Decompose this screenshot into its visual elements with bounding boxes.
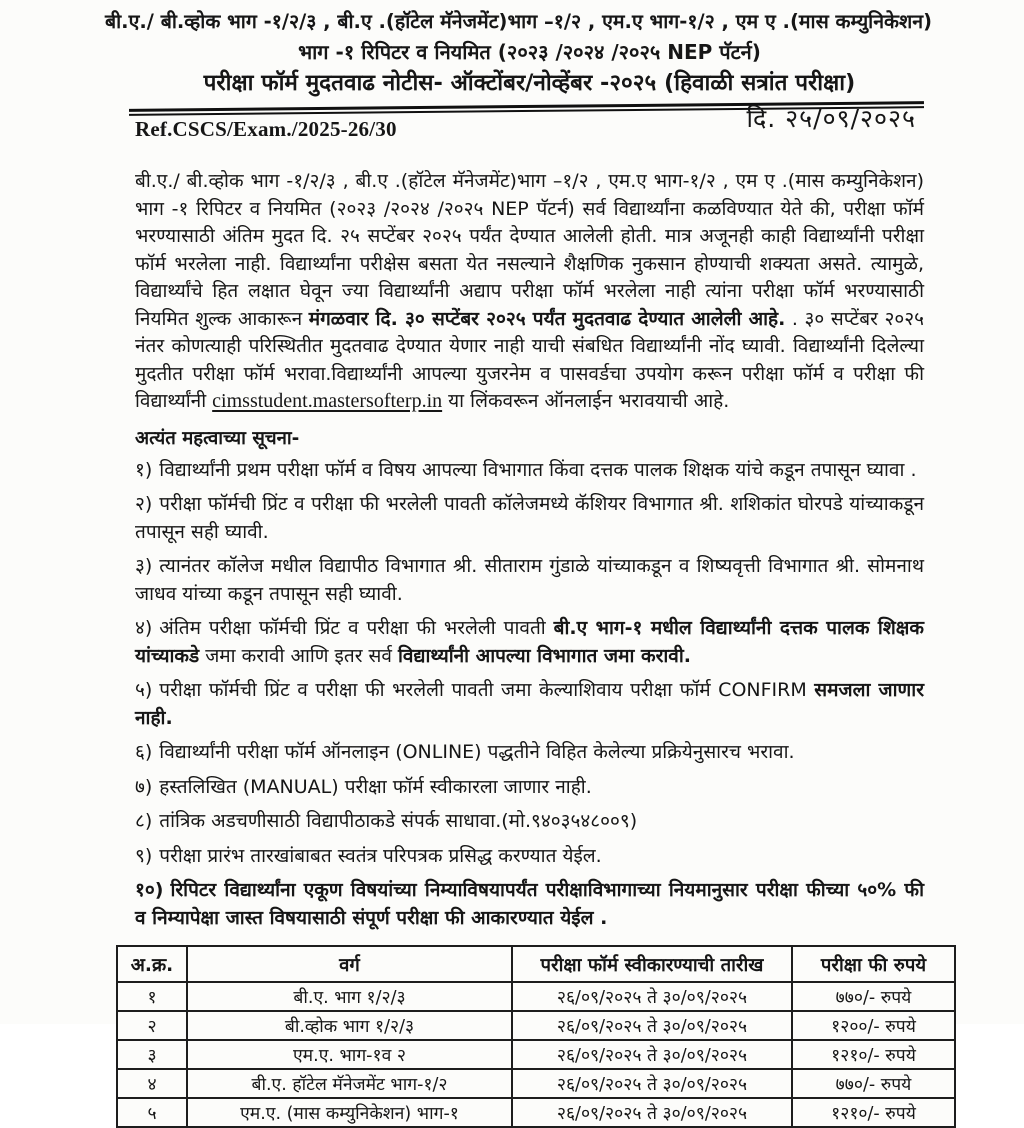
cell-date-range: २६/०९/२०२५ ते ३०/०९/२०२५ (512, 1040, 792, 1069)
fees-table (116, 945, 956, 1128)
note-text: विद्यार्थ्यांनी परीक्षा फॉर्म ऑनलाइन (ONLINE) पद्धतीने विहित केलेल्या प्रक्रियेनुसारच भरावा. (159, 741, 795, 763)
cell-date-range: २६/०९/२०२५ ते ३०/०९/२०२५ (512, 1011, 792, 1040)
note-number: ८) (135, 810, 153, 832)
important-notes-heading: अत्यंत महत्वाच्या सूचना- (135, 427, 300, 449)
note-item-8 (135, 808, 924, 836)
cell-class: बी.व्होक भाग १/२/३ (187, 1011, 512, 1040)
intro-paragraph (135, 168, 924, 416)
note-bold-text: बी.ए भाग-१ मधील विद्यार्थ्यांनी दत्तक पालक शिक्षक यांच्याकडे (135, 617, 924, 667)
note-text: विद्यार्थ्यांनी प्रथम परीक्षा फॉर्म व विषय आपल्या विभागात किंवा दत्तक पालक शिक्षक यांचे कडून तपासून घ्यावा . (159, 458, 917, 481)
note-item-4 (135, 615, 924, 670)
note-item-7 (135, 774, 924, 802)
reference-number: Ref.CSCS/Exam./2025-26/30 (135, 117, 397, 141)
table-header-row (117, 946, 955, 982)
note-number: ५) (135, 679, 153, 701)
intro-text-3: या लिंकवरून ऑनलाईन भरावयाची आहे. (442, 390, 730, 412)
table-row (117, 1069, 955, 1098)
header-cell-date-range: परीक्षा फॉर्म स्वीकारण्याची तारीख (512, 946, 792, 982)
table-row (117, 1011, 955, 1040)
document-content (105, 0, 933, 1128)
cell-date-range: २६/०९/२०२५ ते ३०/०९/२०२५ (512, 982, 792, 1011)
table-row (117, 982, 955, 1011)
intro-text-2: . ३० सप्टेंबर २०२५ नंतर कोणत्याही परिस्थितीत मुदतवाढ देण्यात येणार नाही याची संबधित विद्यार्थ्यांनी नोंद घ्यावी. विद्यार्थ्यांनी दिलेल्या मुदतीत परीक्षा फॉर्म भरावा.विद्यार्थ्यांनी आपल्या युजरनेम व पासवर्डचा उपयोग करून परीक्षा फॉर्म व परीक्षा फी विद्यार्थ्यांनी (135, 307, 924, 412)
note-item-3 (135, 553, 924, 608)
cell-class: एम.ए. भाग-१व २ (187, 1040, 512, 1069)
table-row-clipped (117, 1098, 955, 1127)
cell-date-range: २६/०९/२०२५ ते ३०/०९/२०२५ (512, 1069, 792, 1098)
note-item-9 (135, 843, 924, 871)
note-number: ६) (135, 741, 153, 763)
cell-class: बी.ए. भाग १/२/३ (187, 982, 512, 1011)
cell-serial: १ (117, 982, 187, 1011)
cell-serial: २ (117, 1011, 187, 1040)
note-item-5 (135, 677, 924, 732)
note-text: त्यानंतर कॉलेज मधील विद्यापीठ विभागात श्री. सीताराम गुंडाळे यांच्याकडून व शिष्यवृत्ती विभागात श्री. सोमनाथ जाधव यांच्या कडून तपासून सही घ्यावी. (135, 555, 924, 605)
cell-fee: १२१०/- रुपये (792, 1098, 955, 1127)
cell-fee: १२००/- रुपये (792, 1011, 955, 1040)
note-number: ३) (135, 555, 153, 577)
notice-title-line-2: भाग -१ रिपिटर व नियमित (२०२३ /२०२४ /२०२५ NEP पॅटर्न) (298, 40, 761, 64)
note-number: १) (135, 458, 153, 481)
cell-class: एम.ए. (मास कम्युनिकेशन) भाग-१ (187, 1098, 512, 1127)
cell-serial: ३ (117, 1040, 187, 1069)
note-text: परीक्षा फॉर्मची प्रिंट व परीक्षा फी भरलेली पावती कॉलेजमध्ये कॅशियर विभागात श्री. शशिकांत घोरपडे यांच्याकडून तपासून सही घ्यावी. (135, 493, 924, 543)
student-portal-link[interactable]: cimsstudent.mastersofterp.in (212, 390, 443, 412)
note-number: २) (135, 493, 153, 515)
cell-serial: ४ (117, 1069, 187, 1098)
note-item-2 (135, 491, 924, 546)
note-number: ९) (135, 844, 153, 867)
note-number: ७) (135, 775, 153, 798)
cell-fee: १२१०/- रुपये (792, 1040, 955, 1069)
header-cell-class: वर्ग (187, 946, 512, 982)
note-bold-text: समजला जाणार नाही. (135, 679, 924, 729)
cell-fee: ७७०/- रुपये (792, 1069, 955, 1098)
ref-date-row (135, 104, 924, 151)
note-number: ४) (135, 617, 153, 639)
note-bold-text: विद्यार्थ्यांनी आपल्या विभागात जमा करावी. (397, 644, 691, 667)
note-item-10 (135, 877, 924, 932)
notice-title-line-3: परीक्षा फॉर्म मुदतवाढ नोटीस- ऑक्टोंबर/नोव्हेंबर -२०२५ (हिवाळी सत्रांत परीक्षा) (203, 70, 856, 96)
deadline-bold-text: मंगळवार दि. ३० सप्टेंबर २०२५ पर्यंत मुदतवाढ देण्यात आलेली आहे. (308, 307, 786, 330)
note-text: परीक्षा प्रारंभ तारखांबाबत स्वतंत्र परिपत्रक प्रसिद्ध करण्यात येईल. (159, 844, 602, 867)
note-item-6 (135, 739, 924, 767)
note-text: रिपिटर विद्यार्थ्यांना एकूण विषयांच्या निम्याविषयापर्यंत परीक्षाविभागाच्या नियमानुसार परीक्षा फीच्या ५०% फी व निम्यापेक्षा जास्त विषयासाठी संपूर्ण परीक्षा फी आकारण्यात येईल . (135, 879, 924, 929)
intro-text-1: बी.ए./ बी.व्होक भाग -१/२/३ , बी.ए .(हॉटेल मॅनेजमेंट)भाग –१/२ , एम.ए भाग-१/२ , एम ए .(मास कम्युनिकेशन) भाग -१ रिपिटर व नियमित (२०२३ /२०२४ /२०२५ NEP पॅटर्न) सर्व विद्यार्थ्यांना कळविण्यात येते की, परीक्षा फॉर्म भरण्यासाठी अंतिम मुदत दि. २५ सप्टेंबर २०२५ पर्यंत देण्यात आलेली होती. मात्र अजूनही काही विद्यार्थ्यांनी परीक्षा फॉर्म भरलेला नाही. विद्यार्थ्यांना परीक्षेस बसता येत नसल्याने शैक्षणिक नुकसान होण्याची शक्यता असते. त्यामुळे, विद्यार्थ्यांचे हित लक्षात घेवून ज्या विद्यार्थ्यांनी अद्याप परीक्षा फॉर्म भरलेला नाही त्यांना परीक्षा फॉर्म भरण्यासाठी नियमित शुल्क आकारून (135, 170, 924, 330)
note-number: १०) (135, 879, 164, 901)
cell-class: बी.ए. हॉटेल मॅनेजमेंट भाग-१/२ (187, 1069, 512, 1098)
note-text: जमा करावी आणि इतर सर्व (199, 644, 398, 667)
note-text: तांत्रिक अडचणीसाठी विद्यापीठाकडे संपर्क साधावा.(मो.९४०३५४८००९) (159, 810, 638, 832)
cell-date-range: २६/०९/२०२५ ते ३०/०९/२०२५ (512, 1098, 792, 1127)
cell-serial: ५ (117, 1098, 187, 1127)
note-text: परीक्षा फॉर्मची प्रिंट व परीक्षा फी भरलेली पावती जमा केल्याशिवाय परीक्षा फॉर्म CONFIRM (159, 679, 815, 701)
note-text: हस्तलिखित (MANUAL) परीक्षा फॉर्म स्वीकारला जाणार नाही. (159, 775, 592, 798)
table-row (117, 1040, 955, 1069)
header-cell-serial: अ.क्र. (117, 946, 187, 982)
notice-title-line-1: बी.ए./ बी.व्होक भाग -१/२/३ , बी.ए .(हॉटेल मॅनेजमेंट)भाग –१/२ , एम.ए भाग-१/२ , एम ए .(मास कम्युनिकेशन) (105, 10, 933, 33)
notice-date: दि. २५/०९/२०२५ (746, 104, 916, 133)
header-cell-fee: परीक्षा फी रुपये (792, 946, 955, 982)
note-text: अंतिम परीक्षा फॉर्मची प्रिंट व परीक्षा फी भरलेली पावती (159, 617, 554, 639)
note-item-1 (135, 457, 924, 485)
cell-fee: ७७०/- रुपये (792, 982, 955, 1011)
